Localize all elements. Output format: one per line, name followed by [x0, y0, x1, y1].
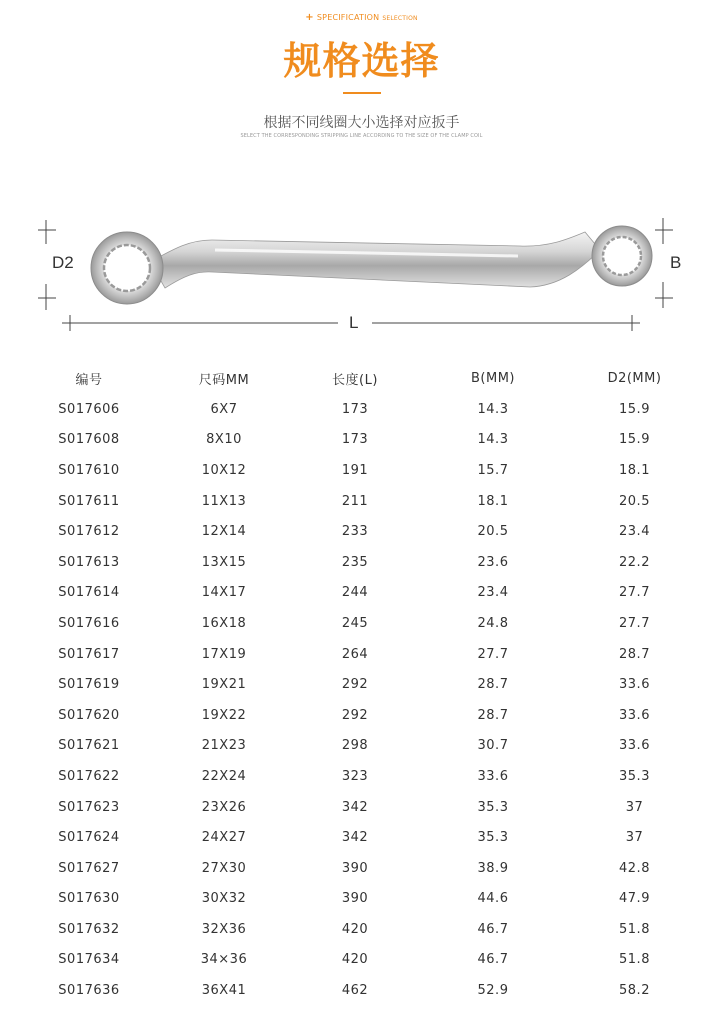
- cell-d2: 58.2: [619, 983, 650, 999]
- cell-code: S017627: [58, 860, 120, 876]
- cell-code: S017611: [58, 493, 120, 509]
- cell-d2: 15.9: [619, 401, 650, 417]
- cell-size: 19X21: [201, 677, 247, 693]
- wrench-diagram: [0, 210, 723, 340]
- table-row: [20, 792, 703, 823]
- table-row: [20, 853, 703, 884]
- cell-b: 33.6: [477, 768, 509, 784]
- cell-size: 19X22: [201, 707, 247, 723]
- cell-b: 46.7: [477, 952, 509, 968]
- table-row: [20, 394, 703, 425]
- table-row: [20, 731, 703, 762]
- col-header-size: 尺码MM: [198, 372, 250, 388]
- cell-size: 11X13: [201, 493, 247, 509]
- wrench-illustration: [0, 210, 723, 340]
- cell-length: 191: [341, 462, 369, 478]
- cell-d2: 27.7: [619, 585, 650, 601]
- table-row: [20, 975, 703, 1006]
- cell-length: 211: [341, 493, 369, 509]
- cell-d2: 37: [625, 830, 644, 846]
- cell-length: 244: [341, 585, 369, 601]
- cell-length: 298: [341, 738, 369, 754]
- cell-length: 173: [341, 432, 369, 448]
- cell-code: S017610: [58, 462, 120, 478]
- cell-code: S017630: [58, 891, 120, 907]
- cell-size: 6X7: [210, 401, 238, 417]
- cell-d2: 51.8: [619, 952, 650, 968]
- table-row: [20, 639, 703, 670]
- table-row: [20, 608, 703, 639]
- table-row: [20, 914, 703, 945]
- cell-b: 23.4: [477, 585, 509, 601]
- table-row: [20, 547, 703, 578]
- table-row: [20, 425, 703, 456]
- cell-b: 27.7: [477, 646, 509, 662]
- col-header-length: 长度(L): [332, 372, 378, 388]
- cell-length: 342: [341, 799, 369, 815]
- subtitle-chinese: 根据不同线圈大小选择对应扳手: [263, 115, 460, 131]
- cell-code: S017621: [58, 738, 120, 754]
- page-title: 规格选择: [283, 39, 440, 83]
- cell-b: 44.6: [477, 891, 509, 907]
- table-row: [20, 822, 703, 853]
- cell-length: 235: [341, 554, 369, 570]
- table-row: [20, 578, 703, 609]
- cell-code: S017612: [58, 524, 120, 540]
- cell-size: 13X15: [201, 554, 247, 570]
- cell-length: 264: [341, 646, 369, 662]
- cell-code: S017636: [58, 983, 120, 999]
- cell-size: 32X36: [201, 921, 247, 937]
- cell-size: 34×36: [200, 952, 248, 968]
- cell-length: 323: [341, 768, 369, 784]
- cell-size: 16X18: [201, 615, 247, 631]
- table-row: [20, 700, 703, 731]
- table-row: [20, 945, 703, 976]
- cell-size: 22X24: [201, 768, 247, 784]
- cell-d2: 20.5: [619, 493, 650, 509]
- col-header-d2: D2(MM): [607, 370, 662, 386]
- cell-d2: 47.9: [619, 891, 650, 907]
- cell-size: 21X23: [201, 738, 247, 754]
- specification-table: [20, 362, 703, 1006]
- cell-b: 24.8: [477, 615, 509, 631]
- cell-size: 24X27: [201, 830, 247, 846]
- cell-d2: 33.6: [619, 738, 650, 754]
- cell-b: 28.7: [477, 707, 509, 723]
- cell-d2: 15.9: [619, 432, 650, 448]
- cell-d2: 18.1: [619, 462, 650, 478]
- table-row: [20, 884, 703, 915]
- plus-icon: +: [305, 12, 314, 23]
- col-header-b: B(MM): [471, 370, 515, 386]
- table-row: [20, 669, 703, 700]
- cell-length: 390: [341, 860, 369, 876]
- cell-code: S017606: [58, 401, 120, 417]
- d2-label: D2: [52, 253, 74, 272]
- cell-b: 46.7: [477, 921, 509, 937]
- cell-length: 420: [341, 921, 369, 937]
- cell-b: 35.3: [477, 799, 509, 815]
- cell-code: S017634: [58, 952, 120, 968]
- cell-code: S017624: [58, 830, 120, 846]
- cell-b: 18.1: [477, 493, 509, 509]
- cell-length: 342: [341, 830, 369, 846]
- table-row: [20, 455, 703, 486]
- cell-length: 173: [341, 401, 369, 417]
- cell-code: S017617: [58, 646, 120, 662]
- cell-b: 38.9: [477, 860, 509, 876]
- cell-d2: 27.7: [619, 615, 650, 631]
- cell-length: 245: [341, 615, 369, 631]
- cell-b: 28.7: [477, 677, 509, 693]
- cell-d2: 23.4: [619, 524, 650, 540]
- cell-length: 462: [341, 983, 369, 999]
- cell-length: 292: [341, 707, 369, 723]
- cell-b: 52.9: [477, 983, 509, 999]
- cell-b: 20.5: [477, 524, 509, 540]
- cell-code: S017623: [58, 799, 120, 815]
- cell-code: S017632: [58, 921, 120, 937]
- cell-d2: 37: [625, 799, 644, 815]
- table-body: [20, 394, 703, 1006]
- section-tag-text: SPECIFICATION: [316, 13, 380, 22]
- cell-length: 292: [341, 677, 369, 693]
- cell-d2: 35.3: [619, 768, 650, 784]
- l-label: L: [349, 313, 359, 332]
- cell-d2: 22.2: [619, 554, 650, 570]
- table-row: [20, 516, 703, 547]
- cell-d2: 33.6: [619, 677, 650, 693]
- cell-b: 15.7: [477, 462, 509, 478]
- section-tag-small: SELECTION: [382, 15, 418, 22]
- cell-size: 30X32: [201, 891, 247, 907]
- cell-d2: 51.8: [619, 921, 650, 937]
- cell-d2: 28.7: [619, 646, 650, 662]
- cell-size: 27X30: [201, 860, 247, 876]
- cell-code: S017620: [58, 707, 120, 723]
- cell-length: 420: [341, 952, 369, 968]
- cell-code: S017619: [58, 677, 120, 693]
- col-header-code: 编号: [75, 372, 103, 388]
- cell-size: 12X14: [201, 524, 247, 540]
- cell-length: 233: [341, 524, 369, 540]
- cell-size: 17X19: [201, 646, 247, 662]
- subtitle-english: SELECT THE CORRESPONDING STRIPPING LINE ACCORDING TO THE SIZE OF THE CLAMP COIL: [240, 133, 483, 139]
- title-underline: [343, 92, 381, 94]
- cell-size: 10X12: [201, 462, 247, 478]
- cell-length: 390: [341, 891, 369, 907]
- cell-size: 8X10: [206, 432, 242, 448]
- cell-b: 14.3: [477, 432, 509, 448]
- b-label: B: [670, 253, 682, 272]
- cell-code: S017622: [58, 768, 120, 784]
- cell-d2: 42.8: [619, 860, 650, 876]
- cell-size: 36X41: [201, 983, 247, 999]
- cell-b: 30.7: [477, 738, 509, 754]
- cell-size: 23X26: [201, 799, 247, 815]
- table-header-row: [20, 362, 703, 394]
- cell-b: 35.3: [477, 830, 509, 846]
- cell-b: 14.3: [477, 401, 509, 417]
- cell-code: S017614: [58, 585, 120, 601]
- cell-code: S017616: [58, 615, 120, 631]
- wrench-handle: [150, 232, 600, 288]
- cell-b: 23.6: [477, 554, 509, 570]
- cell-code: S017608: [58, 432, 120, 448]
- table-row: [20, 761, 703, 792]
- cell-d2: 33.6: [619, 707, 650, 723]
- cell-code: S017613: [58, 554, 120, 570]
- section-tag: [0, 12, 723, 23]
- cell-size: 14X17: [201, 585, 247, 601]
- table-row: [20, 486, 703, 517]
